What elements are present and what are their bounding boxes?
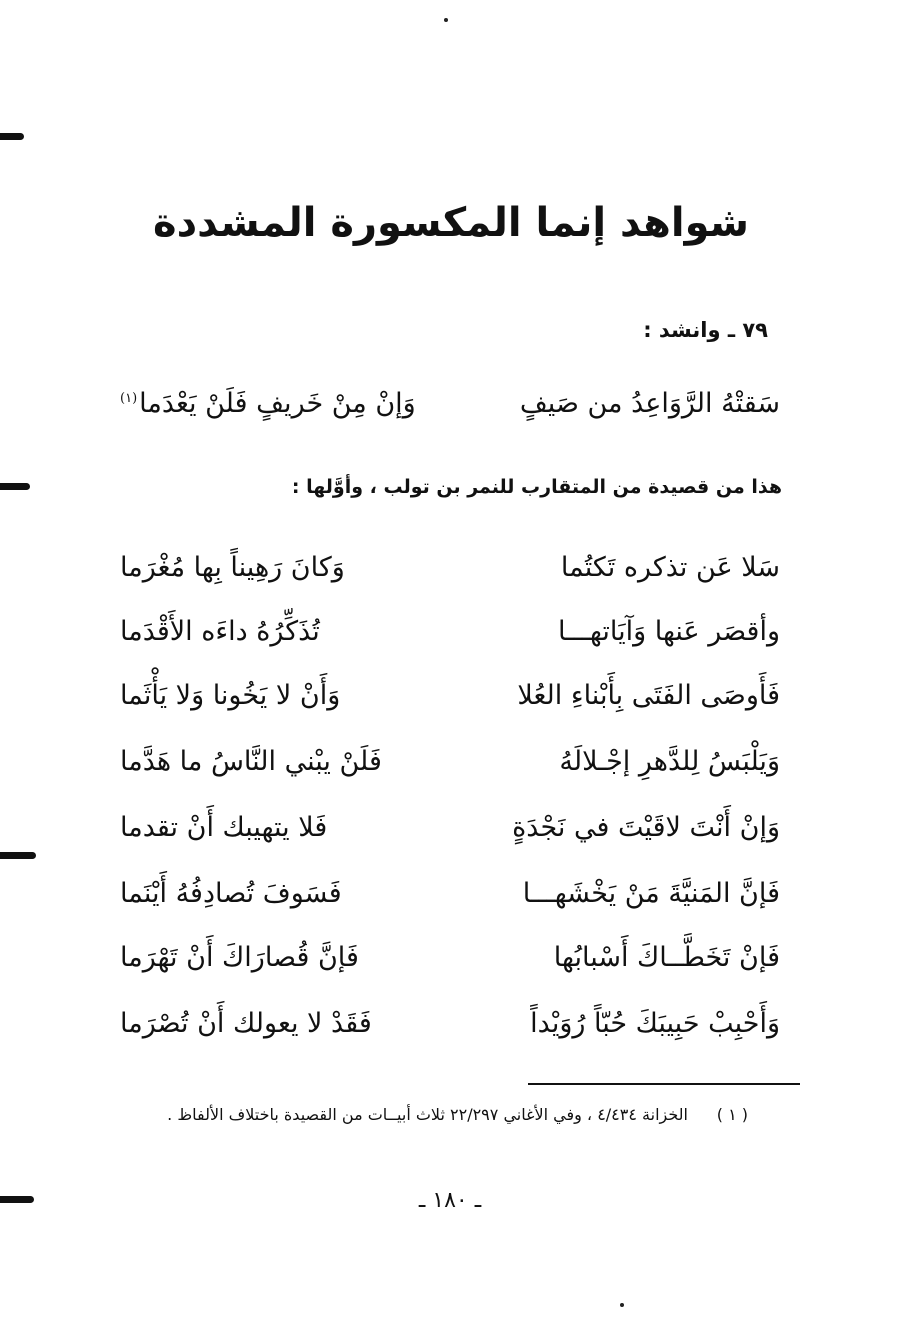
verse-second-hemistich-text: وَإنْ مِنْ خَريفٍ فَلَنْ يَعْدَما [139,388,416,419]
poem-second-hemistich: وَأَنْ لا يَخُونا وَلا يَأْثَما [120,680,341,711]
poem-first-hemistich: فَإنْ تَخَطَّــاكَ أَسْبابُها [553,942,780,973]
poem-first-hemistich: وَأَحْبِبْ حَبِيبَكَ حُبّاً رُوَيْداً [530,1008,780,1039]
poem-second-hemistich: فَإنَّ قُصارَاكَ أَنْ تَهْرَما [120,942,359,973]
poem-verse [120,942,780,986]
poem-second-hemistich: فَلا يتهيبك أَنْ تقدما [120,812,328,843]
page-number: ـ ١٨٠ ـ [418,1188,482,1213]
poem-first-hemistich: سَلا عَن تذكره تَكتُما [560,552,780,583]
poem-verse [120,1008,780,1052]
poem-verse [120,812,780,856]
binding-mark [0,483,30,490]
footnote [70,1104,748,1126]
footnote-number: ( ١ ) [716,1105,748,1124]
binding-mark [0,133,24,140]
verse-first-hemistich: سَقتْهُ الرَّوَاعِدُ من صَيفٍ [519,388,780,419]
poem-second-hemistich: فَقَدْ لا يعولك أَنْ تُصْرَما [120,1008,372,1039]
source-note: هذا من قصيدة من المتقارب للنمر بن تولب ، وأوَّلها : [291,476,782,498]
poem-second-hemistich: فَلَنْ يبْني النَّاسُ ما هَدَّما [120,746,382,777]
poem-verse [120,878,780,922]
poem-first-hemistich: وأقصَر عَنها وَآيَاتهـــا [557,616,780,647]
poem-second-hemistich: فَسَوفَ تُصادِفُهُ أَيْنَما [120,878,342,909]
poem-first-hemistich: فَإنَّ المَنيَّةَ مَنْ يَخْشَهـــا [522,878,780,909]
verse-second-hemistich [120,388,416,419]
poem-first-hemistich: فَأَوصَى الفَتَى بِأَبْناءِ العُلا [517,680,780,711]
page-title: شواهد إنما المكسورة المشددة [152,200,750,246]
poem-verse [120,616,780,660]
footnote-divider [528,1083,800,1085]
poem-verse [120,746,780,790]
poem-second-hemistich: وَكانَ رَهِيناً بِها مُغْرَما [120,552,345,583]
entry-label: ٧٩ ـ وانشد : [643,318,768,342]
scan-dot [620,1303,624,1307]
scan-dot [444,18,448,22]
binding-mark [0,852,36,859]
poem-verse [120,680,780,724]
poem-first-hemistich: وَيَلْبَسُ لِلدَّهرِ إجْـلالَهُ [559,746,780,777]
poem-first-hemistich: وَإنْ أَنْتَ لاقَيْتَ في نَجْدَةٍ [512,812,780,843]
binding-mark [0,1196,34,1203]
quoted-verse [120,388,780,432]
footnote-text: الخزانة ٤/٤٣٤ ، وفي الأغاني ٢٢/٢٩٧ ثلاث أبيــات من القصيدة باختلاف الألفاظ . [167,1105,688,1124]
poem-verse [120,552,780,596]
footnote-reference: (١) [120,391,138,406]
poem-second-hemistich: تُذَكِّرُهُ داءَه الأَقْدَما [120,616,320,647]
